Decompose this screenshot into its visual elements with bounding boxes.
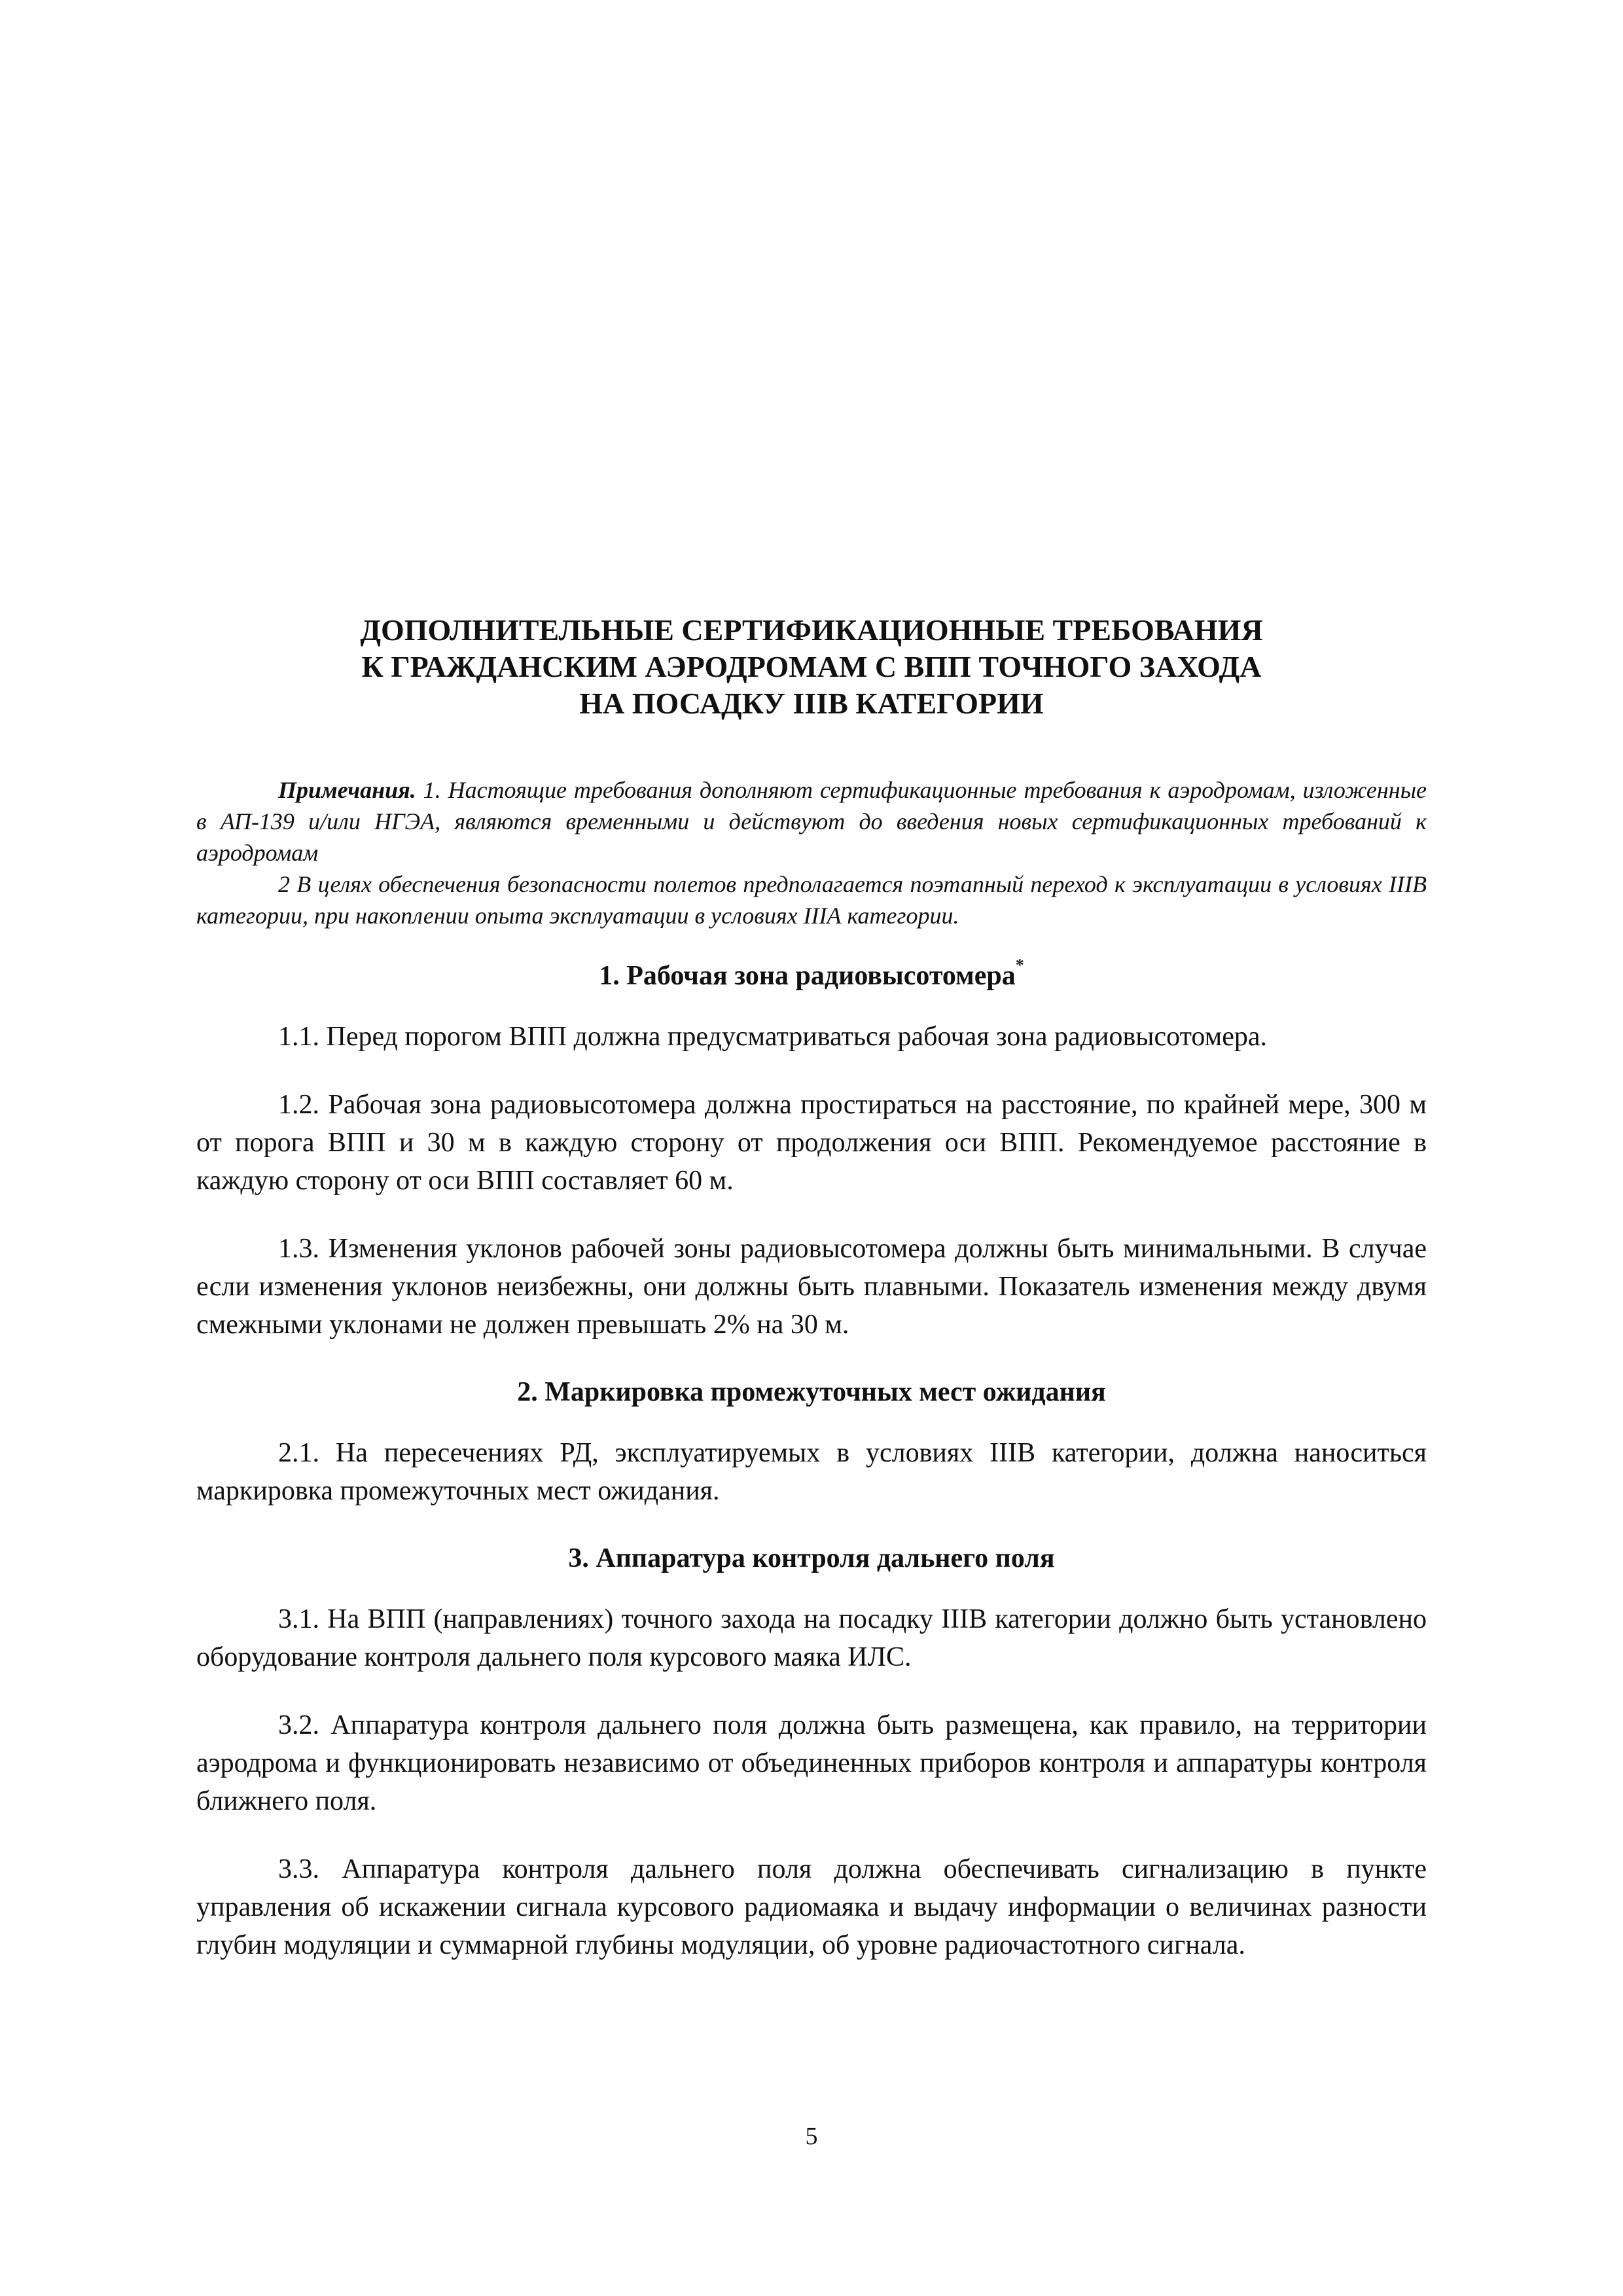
note-1-text: 1. Настоящие требования дополняют сертификационные требования к аэродромам, изложенные в АП-139 и/или НГЭА, являются временными и действуют до введения новых сертификационных требований к аэродромам (196, 777, 1427, 866)
section-1-title: 1. Рабочая зона радиовысотомера* (599, 956, 1024, 991)
title-line-3: НА ПОСАДКУ IIIВ КАТЕГОРИИ (579, 687, 1044, 720)
paragraph-3-2: 3.2. Аппаратура контроля дальнего поля должна быть размещена, как правило, на территории аэродрома и функционировать независимо от объединенных приборов контроля и аппаратуры контроля ближнего поля. (196, 1710, 1427, 1816)
paragraph-1-2: 1.2. Рабочая зона радиовысотомера должна простираться на расстояние, по крайней мере, 300 м от порога ВПП и 30 м в каждую сторону от продолжения оси ВПП. Рекомендуемое расстояние в каждую сторону от оси ВПП составляет 60 м. (196, 1090, 1427, 1196)
paragraph-3-1: 3.1. На ВПП (направлениях) точного захода на посадку IIIВ категории должно быть установлено оборудование контроля дальнего поля курсового маяка ИЛС. (196, 1604, 1427, 1672)
document-page (196, 612, 1427, 1994)
note-2: 2 В целях обеспечения безопасности полетов предполагается поэтапный переход к эксплуатации в условиях IIIВ категории, при накоплении опыта эксплуатации в условиях IIIА категории. (196, 871, 1427, 929)
paragraph-1-1: 1.1. Перед порогом ВПП должна предусматриваться рабочая зона радиовысотомера. (278, 1022, 1267, 1052)
paragraph-3-3: 3.3. Аппаратура контроля дальнего поля должна обеспечивать сигнализацию в пункте управления об искажении сигнала курсового радиомаяка и выдачу информации о величинах разности глубин модуляции и суммарной глубины модуляции, об уровне радиочастотного сигнала. (196, 1854, 1427, 1960)
paragraph-2-1: 2.1. На пересечениях РД, эксплуатируемых в условиях IIIВ категории, должна наноситься маркировка промежуточных мест ожидания. (196, 1438, 1427, 1506)
title-line-2: К ГРАЖДАНСКИМ АЭРОДРОМАМ С ВПП ТОЧНОГО ЗАХОДА (361, 650, 1262, 683)
notes-block (196, 774, 1427, 931)
section-2-title: 2. Маркировка промежуточных мест ожидания (517, 1377, 1106, 1407)
note-1 (196, 774, 1427, 869)
title-line-1: ДОПОЛНИТЕЛЬНЫЕ СЕРТИФИКАЦИОННЫЕ ТРЕБОВАНИЯ (360, 613, 1263, 647)
footnote-mark: * (1015, 956, 1024, 975)
notes-heading: Примечания. (278, 777, 416, 803)
document-title (196, 612, 1427, 722)
paragraph-1-3: 1.3. Изменения уклонов рабочей зоны радиовысотомера должны быть минимальными. В случае если изменения уклонов неизбежны, они должны быть плавными. Показатель изменения между двумя смежными уклонами не должен превышать 2% на 30 м. (196, 1234, 1427, 1340)
page-number: 5 (805, 2123, 818, 2150)
section-3-title: 3. Аппаратура контроля дальнего поля (568, 1543, 1055, 1573)
